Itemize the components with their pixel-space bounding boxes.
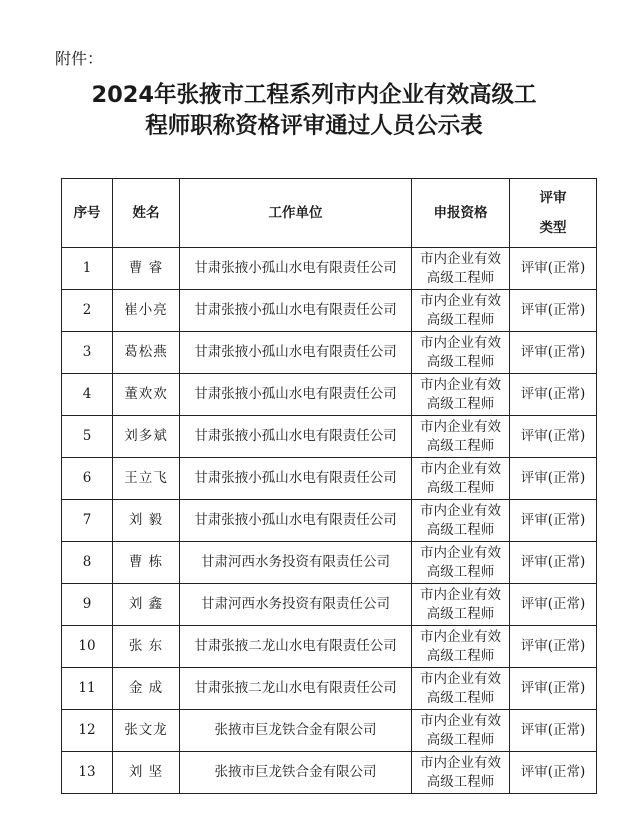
- row-unit: 甘肃张掖小孤山水电有限责任公司: [180, 458, 412, 500]
- row-qualification-line-1: 市内企业有效: [420, 418, 501, 435]
- row-name: 刘 毅: [113, 500, 180, 542]
- row-unit: 甘肃张掖小孤山水电有限责任公司: [180, 500, 412, 542]
- row-name: 曹 栋: [113, 542, 180, 584]
- header-type-line-2: 类型: [539, 220, 567, 236]
- row-qualification-line-1: 市内企业有效: [420, 376, 501, 393]
- attachment-label: 附件：: [55, 49, 104, 68]
- row-index: 7: [62, 500, 113, 542]
- table-row: [62, 668, 597, 710]
- row-qualification-line-1: 市内企业有效: [420, 544, 501, 561]
- row-index: 5: [62, 416, 113, 458]
- row-qualification-line-2: 高级工程师: [426, 521, 495, 538]
- row-index: 9: [62, 584, 113, 626]
- header-name: 姓名: [113, 179, 180, 248]
- table-header: [62, 179, 597, 248]
- row-qualification-line-1: 市内企业有效: [420, 460, 501, 477]
- row-name: 刘 鑫: [113, 584, 180, 626]
- header-unit: 工作单位: [180, 179, 412, 248]
- row-review-type: 评审(正常): [510, 374, 597, 416]
- row-qualification: [412, 584, 510, 626]
- row-index: 11: [62, 668, 113, 710]
- header-row: [62, 179, 597, 248]
- row-review-type: 评审(正常): [510, 332, 597, 374]
- table-row: [62, 458, 597, 500]
- header-index: 序号: [62, 179, 113, 248]
- row-index: 4: [62, 374, 113, 416]
- row-name: 王立飞: [113, 458, 180, 500]
- row-unit: 甘肃张掖二龙山水电有限责任公司: [180, 668, 412, 710]
- row-qualification-line-1: 市内企业有效: [420, 334, 501, 351]
- row-review-type: 评审(正常): [510, 584, 597, 626]
- row-review-type: 评审(正常): [510, 752, 597, 794]
- row-qualification-line-2: 高级工程师: [426, 731, 495, 748]
- row-qualification-line-1: 市内企业有效: [420, 712, 501, 729]
- table-row: [62, 584, 597, 626]
- row-qualification-line-2: 高级工程师: [426, 689, 495, 706]
- header-type: [510, 179, 597, 248]
- row-name: 葛松燕: [113, 332, 180, 374]
- row-qualification: [412, 248, 510, 290]
- row-qualification-line-1: 市内企业有效: [420, 628, 501, 645]
- table-row: [62, 542, 597, 584]
- row-qualification-line-2: 高级工程师: [426, 773, 495, 790]
- row-name: 曹 睿: [113, 248, 180, 290]
- row-qualification-line-2: 高级工程师: [426, 605, 495, 622]
- row-qualification: [412, 290, 510, 332]
- row-qualification-line-1: 市内企业有效: [420, 754, 501, 771]
- row-qualification-line-2: 高级工程师: [426, 647, 495, 664]
- row-name: 张文龙: [113, 710, 180, 752]
- row-unit: 甘肃河西水务投资有限责任公司: [180, 542, 412, 584]
- row-unit: 甘肃张掖小孤山水电有限责任公司: [180, 248, 412, 290]
- header-type-line-1: 评审: [539, 190, 567, 206]
- row-review-type: 评审(正常): [510, 416, 597, 458]
- row-index: 1: [62, 248, 113, 290]
- row-unit: 甘肃张掖小孤山水电有限责任公司: [180, 290, 412, 332]
- row-unit: 甘肃河西水务投资有限责任公司: [180, 584, 412, 626]
- row-qualification: [412, 626, 510, 668]
- row-qualification-line-2: 高级工程师: [426, 269, 495, 286]
- document-title-line-2: 程师职称资格评审通过人员公示表: [145, 113, 483, 139]
- table-row: [62, 626, 597, 668]
- table-row: [62, 248, 597, 290]
- row-qualification: [412, 542, 510, 584]
- table-body: [62, 248, 597, 794]
- row-review-type: 评审(正常): [510, 542, 597, 584]
- row-review-type: 评审(正常): [510, 710, 597, 752]
- header-qualification: 申报资格: [412, 179, 510, 248]
- row-qualification-line-2: 高级工程师: [426, 479, 495, 496]
- row-qualification: [412, 710, 510, 752]
- row-review-type: 评审(正常): [510, 290, 597, 332]
- table-row: [62, 332, 597, 374]
- row-index: 2: [62, 290, 113, 332]
- roster-table: [61, 178, 597, 794]
- row-qualification-line-2: 高级工程师: [426, 563, 495, 580]
- table-row: [62, 290, 597, 332]
- row-index: 3: [62, 332, 113, 374]
- row-index: 13: [62, 752, 113, 794]
- row-qualification-line-2: 高级工程师: [426, 353, 495, 370]
- table-row: [62, 416, 597, 458]
- row-qualification-line-2: 高级工程师: [426, 437, 495, 454]
- row-qualification-line-1: 市内企业有效: [420, 586, 501, 603]
- row-qualification: [412, 332, 510, 374]
- row-unit: 甘肃张掖二龙山水电有限责任公司: [180, 626, 412, 668]
- row-unit: 张掖市巨龙铁合金有限公司: [180, 752, 412, 794]
- row-name: 金 成: [113, 668, 180, 710]
- row-review-type: 评审(正常): [510, 458, 597, 500]
- table-row: [62, 752, 597, 794]
- row-qualification-line-1: 市内企业有效: [420, 292, 501, 309]
- row-qualification: [412, 668, 510, 710]
- row-qualification: [412, 374, 510, 416]
- row-name: 刘 坚: [113, 752, 180, 794]
- row-unit: 甘肃张掖小孤山水电有限责任公司: [180, 374, 412, 416]
- row-name: 董欢欢: [113, 374, 180, 416]
- row-index: 10: [62, 626, 113, 668]
- row-unit: 张掖市巨龙铁合金有限公司: [180, 710, 412, 752]
- row-unit: 甘肃张掖小孤山水电有限责任公司: [180, 416, 412, 458]
- table-row: [62, 374, 597, 416]
- row-qualification: [412, 458, 510, 500]
- row-index: 6: [62, 458, 113, 500]
- row-index: 12: [62, 710, 113, 752]
- row-review-type: 评审(正常): [510, 668, 597, 710]
- row-name: 崔小亮: [113, 290, 180, 332]
- row-review-type: 评审(正常): [510, 248, 597, 290]
- row-qualification: [412, 500, 510, 542]
- row-review-type: 评审(正常): [510, 626, 597, 668]
- row-name: 张 东: [113, 626, 180, 668]
- table-row: [62, 500, 597, 542]
- row-qualification-line-1: 市内企业有效: [420, 250, 501, 267]
- row-review-type: 评审(正常): [510, 500, 597, 542]
- row-name: 刘多斌: [113, 416, 180, 458]
- row-qualification-line-2: 高级工程师: [426, 311, 495, 328]
- row-qualification-line-1: 市内企业有效: [420, 670, 501, 687]
- row-index: 8: [62, 542, 113, 584]
- row-unit: 甘肃张掖小孤山水电有限责任公司: [180, 332, 412, 374]
- row-qualification-line-2: 高级工程师: [426, 395, 495, 412]
- row-qualification: [412, 752, 510, 794]
- row-qualification-line-1: 市内企业有效: [420, 502, 501, 519]
- row-qualification: [412, 416, 510, 458]
- document-title-line-1: 2024年张掖市工程系列市内企业有效高级工: [91, 82, 537, 108]
- table-row: [62, 710, 597, 752]
